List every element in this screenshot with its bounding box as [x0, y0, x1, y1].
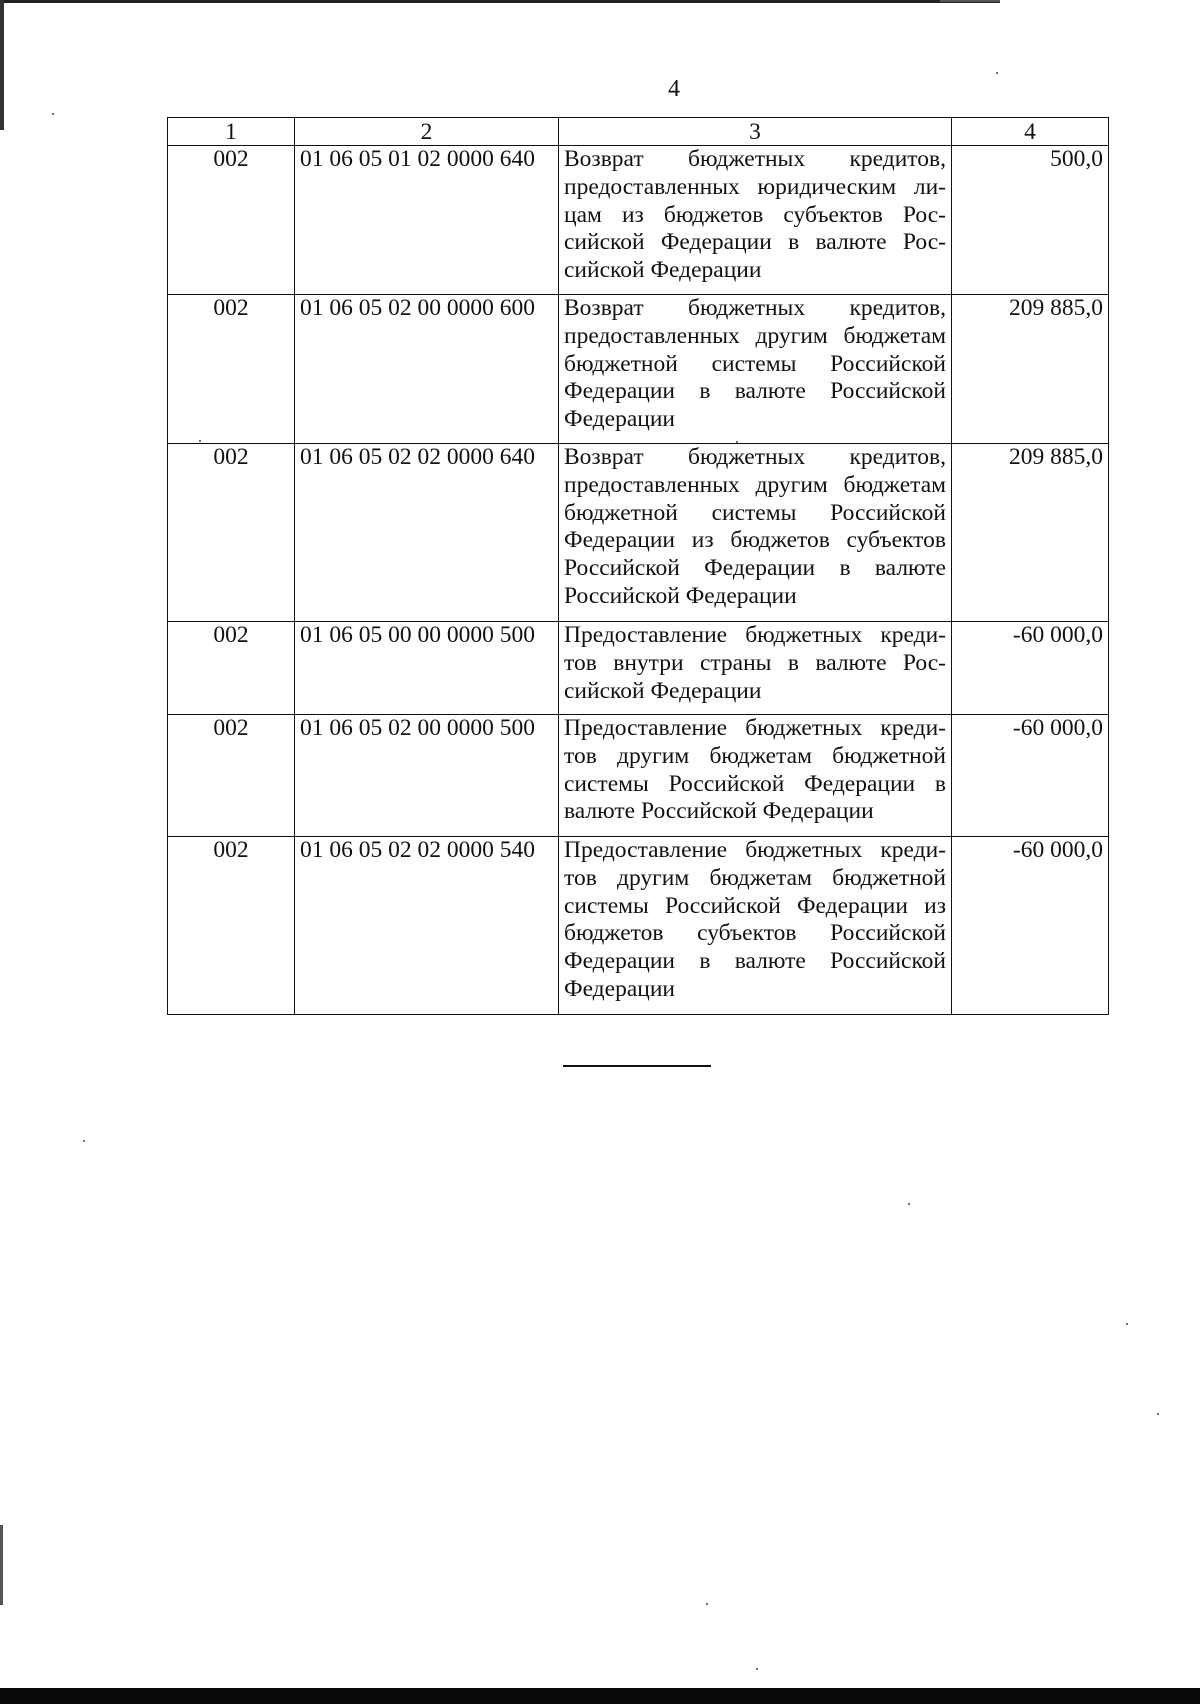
scan-speck: [1126, 1323, 1128, 1325]
budget-code-cell: 01 06 05 02 00 0000 500: [295, 715, 559, 837]
table-row: [168, 146, 1109, 295]
column-header-3: 3: [559, 118, 952, 146]
amount-cell: 209 885,0: [952, 295, 1109, 444]
budget-sources-table: [167, 117, 1109, 1015]
scan-edge-top-right: [940, 0, 1000, 2]
scan-speck: [756, 1668, 758, 1670]
scan-speck: [996, 72, 998, 74]
table-row: [168, 715, 1109, 837]
description-cell: Предоставление бюджетных кредитов другим бюджетам бюджетной системы Российской Федерации в валюте Российской Федерации: [559, 715, 952, 837]
end-of-document-rule: [563, 1065, 711, 1067]
scan-edge-left-lower: [0, 1525, 3, 1605]
admin-code-cell: 002: [168, 622, 295, 715]
amount-cell: -60 000,0: [952, 622, 1109, 715]
amount-cell: -60 000,0: [952, 715, 1109, 837]
budget-code-cell: 01 06 05 00 00 0000 500: [295, 622, 559, 715]
description-cell: Возврат бюджетных кредитов, предоставленных другим бюджетам бюджетной системы Российской Федерации из бюджетов субъектов Российской Федерации в валюте Российской Федерации: [559, 444, 952, 622]
table-row: [168, 444, 1109, 622]
description-cell: Предоставление бюджетных кредитов другим бюджетам бюджетной системы Российской Федерации из бюджетов субъектов Российской Федерации в валюте Российской Федерации: [559, 837, 952, 1015]
amount-cell: -60 000,0: [952, 837, 1109, 1015]
table-row: [168, 295, 1109, 444]
admin-code-cell: 002: [168, 295, 295, 444]
amount-cell: 209 885,0: [952, 444, 1109, 622]
scan-speck: [1157, 1413, 1159, 1415]
column-header-2: 2: [295, 118, 559, 146]
budget-code-cell: 01 06 05 02 02 0000 640: [295, 444, 559, 622]
description-cell: Возврат бюджетных кредитов, предоставленных юридическим лицам из бюджетов субъектов Российской Федерации в валюте Российской Федерации: [559, 146, 952, 295]
admin-code-cell: 002: [168, 715, 295, 837]
budget-code-cell: 01 06 05 01 02 0000 640: [295, 146, 559, 295]
budget-code-cell: 01 06 05 02 00 0000 600: [295, 295, 559, 444]
scan-speck: [52, 113, 54, 115]
scan-edge-left: [0, 0, 4, 130]
description-cell: Предоставление бюджетных кредитов внутри страны в валюте Российской Федерации: [559, 622, 952, 715]
scan-speck: [706, 1603, 708, 1605]
scan-edge-top: [0, 0, 1000, 3]
scan-edge-bottom: [0, 1688, 1200, 1704]
table-row: [168, 837, 1109, 1015]
admin-code-cell: 002: [168, 146, 295, 295]
table-header-row: [168, 118, 1109, 146]
scan-speck: [908, 1203, 910, 1205]
page-number: 4: [668, 76, 680, 102]
scan-speck: [83, 1140, 85, 1142]
budget-code-cell: 01 06 05 02 02 0000 540: [295, 837, 559, 1015]
admin-code-cell: 002: [168, 444, 295, 622]
column-header-1: 1: [168, 118, 295, 146]
amount-cell: 500,0: [952, 146, 1109, 295]
table-row: [168, 622, 1109, 715]
column-header-4: 4: [952, 118, 1109, 146]
admin-code-cell: 002: [168, 837, 295, 1015]
description-cell: Возврат бюджетных кредитов, предоставленных другим бюджетам бюджетной системы Российской Федерации в валюте Российской Федерации: [559, 295, 952, 444]
